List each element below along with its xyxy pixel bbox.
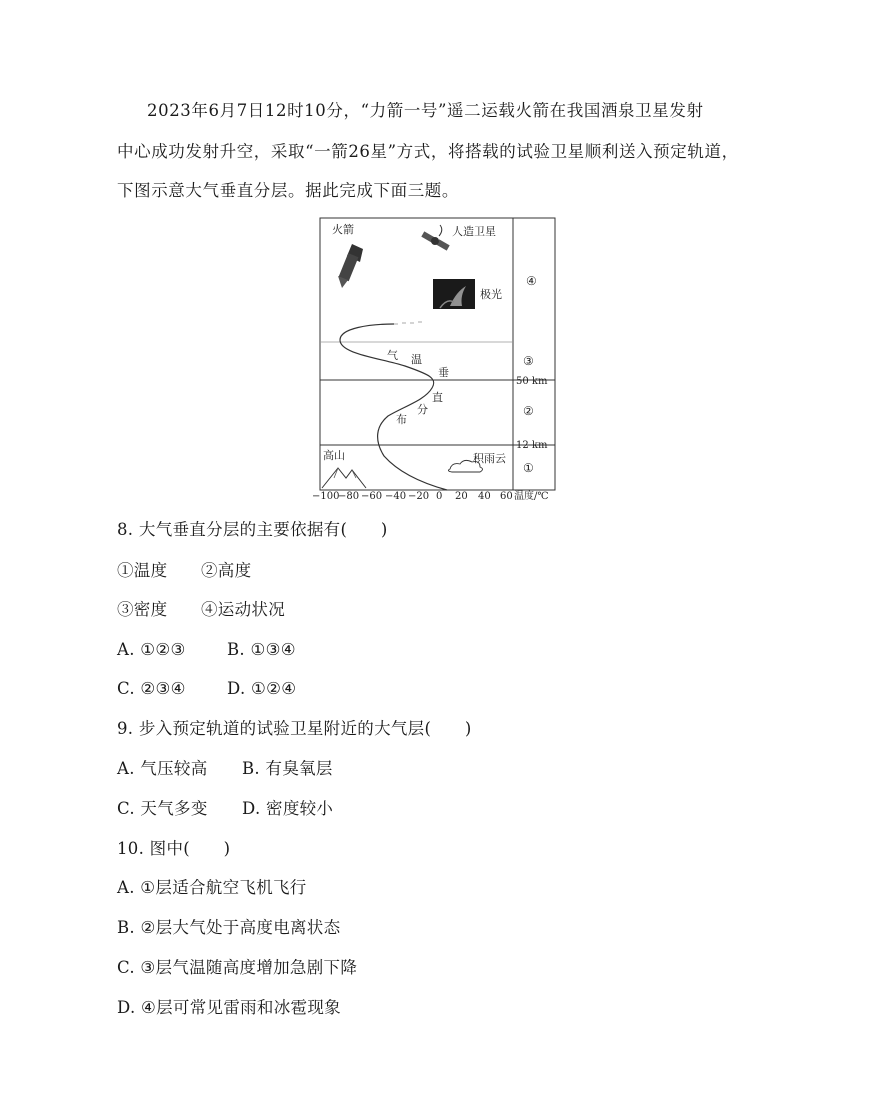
rocket-icon <box>338 244 363 288</box>
atmosphere-diagram <box>310 216 580 502</box>
layer-2-label: ② <box>523 404 534 418</box>
mountain-label: 高山 <box>323 449 345 462</box>
x-tick: −100 <box>312 491 340 502</box>
q9-option-c[interactable]: C. 天气多变 <box>117 799 208 818</box>
layer-3-label: ③ <box>523 354 534 368</box>
q8-option-b[interactable]: B. ①③④ <box>227 640 296 659</box>
curve-label-1: 气 <box>387 349 398 362</box>
q9-option-b[interactable]: B. 有臭氧层 <box>242 759 333 778</box>
height-50-label: 50 km <box>516 376 548 387</box>
rocket-label: 火箭 <box>332 223 354 236</box>
x-tick: 40 <box>478 491 491 502</box>
curve-label-4: 直 <box>432 391 443 404</box>
q8-option-a[interactable]: A. ①②③ <box>117 640 186 659</box>
x-tick: 60 <box>500 491 513 502</box>
x-tick: −60 <box>361 491 383 502</box>
x-tick: −20 <box>408 491 430 502</box>
q10-option-a[interactable]: A. ①层适合航空飞机飞行 <box>117 878 307 897</box>
satellite-label: 人造卫星 <box>452 225 496 238</box>
curve-label-5: 分 <box>417 403 428 416</box>
mountain-icon <box>322 468 366 488</box>
aurora-label: 极光 <box>480 288 502 301</box>
intro-line-2: 中心成功发射升空，采取“一箭26星”方式，将搭载的试验卫星顺利送入预定轨道， <box>117 142 739 161</box>
curve-label-3: 垂 <box>438 366 449 379</box>
q9-option-d[interactable]: D. 密度较小 <box>242 799 334 818</box>
q8-options-cd <box>117 679 296 699</box>
q8-option-c[interactable]: C. ②③④ <box>117 679 186 698</box>
q9-options-ab <box>117 759 333 779</box>
curve-label-6: 布 <box>396 413 407 426</box>
q8-stem: 8. 大气垂直分层的主要依据有( ) <box>117 520 388 539</box>
intro-line-1: 2023年6月7日12时10分，“力箭一号”遥二运载火箭在我国酒泉卫星发射 <box>147 101 704 120</box>
x-tick: −80 <box>338 491 360 502</box>
q8-items-1: ①温度 ②高度 <box>117 561 252 580</box>
curve-label-2: 温 <box>411 353 422 366</box>
intro-line-3: 下图示意大气垂直分层。据此完成下面三题。 <box>117 181 459 200</box>
q8-items-2: ③密度 ④运动状况 <box>117 600 285 619</box>
q8-options-ab <box>117 640 296 660</box>
q10-option-d[interactable]: D. ④层可常见雷雨和冰雹现象 <box>117 998 341 1017</box>
x-axis-label: 温度/℃ <box>514 491 549 502</box>
satellite-icon <box>421 225 449 251</box>
layer-4-label: ④ <box>526 274 537 288</box>
x-tick: −40 <box>385 491 407 502</box>
x-tick: 20 <box>455 491 468 502</box>
q9-stem: 9. 步入预定轨道的试验卫星附近的大气层( ) <box>117 719 472 738</box>
q9-options-cd <box>117 799 333 819</box>
height-12-label: 12 km <box>516 440 548 451</box>
q10-stem: 10. 图中( ) <box>117 839 231 858</box>
atmosphere-layers-figure <box>310 216 580 502</box>
x-tick: 0 <box>436 491 443 502</box>
cloud-label: 积雨云 <box>473 452 506 465</box>
layer-1-label: ① <box>523 461 534 475</box>
aurora-image <box>433 279 475 309</box>
curve-fade <box>394 322 422 324</box>
q10-option-b[interactable]: B. ②层大气处于高度电离状态 <box>117 918 341 937</box>
q8-option-d[interactable]: D. ①②④ <box>227 679 297 698</box>
q9-option-a[interactable]: A. 气压较高 <box>117 759 208 778</box>
q10-option-c[interactable]: C. ③层气温随高度增加急剧下降 <box>117 958 358 977</box>
